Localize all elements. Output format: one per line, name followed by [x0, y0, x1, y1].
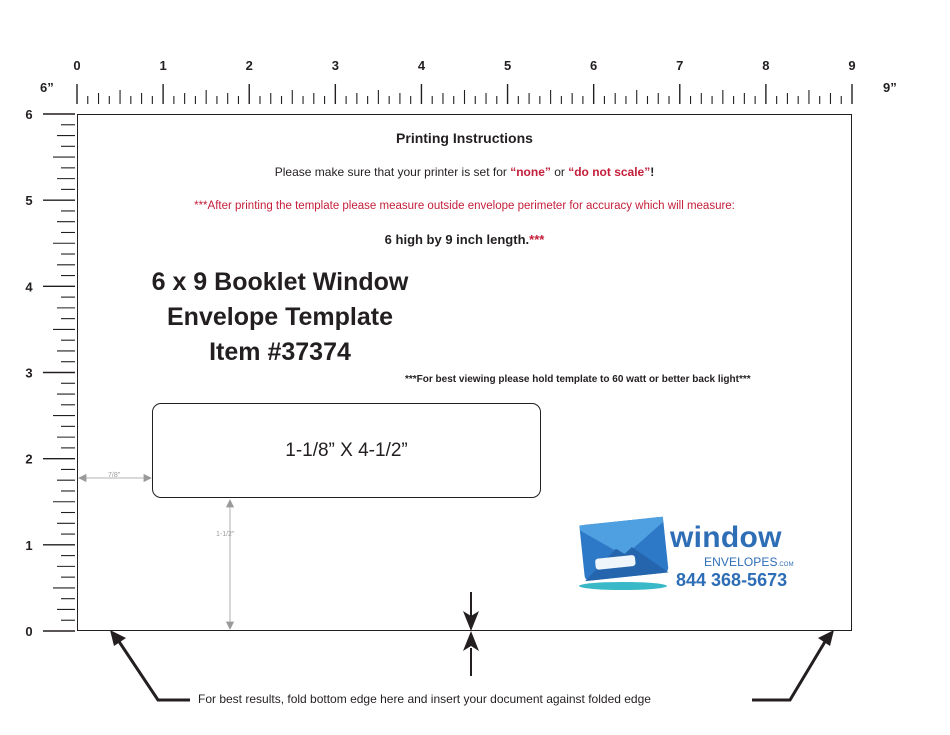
template-title-line1: 6 x 9 Booklet Window	[151, 268, 409, 296]
left-ruler-label: 6	[25, 107, 33, 122]
bottom-offset-label: 1-1/2”	[216, 531, 235, 538]
none-setting: “none”	[510, 165, 551, 179]
width-label: 9”	[883, 80, 897, 95]
top-ruler-label: 5	[503, 58, 512, 73]
window-size-label: 1-1/8” X 4-1/2”	[285, 440, 408, 461]
top-ruler-label: 4	[417, 58, 426, 73]
template-title-line2: Envelope Template	[167, 303, 393, 331]
logo-phone: 844 368-5673	[676, 570, 788, 590]
size-statement-text: 6 high by 9 inch length.	[384, 232, 530, 247]
envelope-window	[152, 403, 541, 498]
logo-envelopes: ENVELOPES	[704, 555, 778, 569]
viewing-note: ***For best viewing please hold template to 60 watt or better back light***	[405, 374, 751, 385]
do-not-scale-setting: “do not scale”	[568, 165, 651, 179]
left-ruler-label: 4	[25, 279, 33, 295]
fold-instruction: For best results, fold bottom edge here and insert your document against folded edge	[198, 692, 651, 706]
size-statement-stars: ***	[529, 232, 545, 247]
right-fold-arrow	[752, 630, 834, 700]
left-ruler-label: 3	[25, 365, 33, 381]
instruction-prefix: Please make sure that your printer is set for	[274, 165, 511, 179]
printing-instructions-title: Printing Instructions	[396, 130, 533, 146]
top-ruler-labels	[73, 58, 855, 73]
top-ruler-label: 2	[245, 58, 253, 73]
top-ruler-label: 0	[73, 58, 81, 73]
top-ruler-label: 1	[159, 58, 167, 73]
left-ruler-label: 1	[25, 537, 33, 553]
left-offset-label: 7/8”	[108, 472, 121, 479]
left-ruler-labels	[25, 107, 33, 639]
left-ruler-ticks	[43, 114, 75, 631]
logo-com: .COM	[777, 562, 794, 568]
logo-sub	[704, 555, 794, 569]
template-title-line3: Item #37374	[209, 338, 351, 366]
left-ruler-label: 5	[25, 193, 33, 209]
top-ruler-label: 8	[762, 58, 770, 73]
printer-setting-instruction	[77, 165, 852, 179]
top-ruler-ticks	[77, 84, 852, 104]
height-label: 6”	[40, 80, 54, 95]
logo-word: window	[670, 521, 782, 554]
top-ruler-label: 3	[331, 58, 339, 73]
template-title	[100, 265, 460, 370]
top-ruler-label: 6	[590, 58, 598, 73]
instruction-end: !	[650, 165, 655, 179]
top-ruler-label: 9	[848, 58, 856, 73]
measure-instruction: ***After printing the template please measure outside envelope perimeter for accuracy which will measure:	[194, 200, 735, 212]
left-ruler-label: 0	[25, 624, 33, 639]
instruction-or: or	[550, 165, 569, 179]
left-ruler-label: 2	[25, 451, 33, 467]
top-ruler-label: 7	[676, 58, 684, 73]
left-fold-arrow	[110, 630, 190, 700]
size-statement	[77, 232, 852, 247]
